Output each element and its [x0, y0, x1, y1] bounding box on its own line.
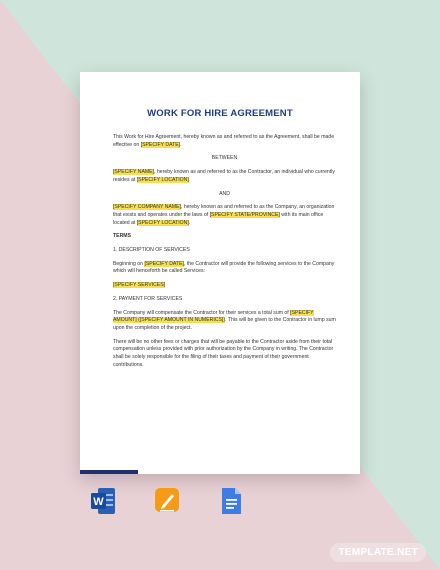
document-title: WORK FOR HIRE AGREEMENT — [147, 108, 293, 119]
between-label: BETWEEN — [211, 155, 238, 162]
format-icons — [90, 486, 244, 518]
google-docs-icon[interactable] — [218, 486, 244, 516]
placeholder-services: [SPECIFY SERVICES] — [113, 282, 166, 289]
section-2-paragraph-1: The Company will compensate the Contractor for their services a total sum of [SPECIFY AMOUNT] ([SPECIFY AMOUNT IN NUMERICS]). This will be given to the Contractor in lump sum upon the completion of the project. — [113, 309, 336, 331]
section-1-services — [113, 282, 336, 290]
placeholder-amount: [SPECIFY AMOUNT] ([SPECIFY AMOUNT IN NUMERICS]) — [113, 309, 314, 324]
section-2-paragraph-2: There will be no other fees or charges that will be payable to the Contractor aside from their total compensation unless provided with prior authorization by the Company in writing. The Contractor shall be solely responsible for the filing of their taxes and payment of their government contributions. — [113, 338, 334, 368]
section-1-paragraph: Beginning on [SPECIFY DATE], the Contractor will provide the following services to the Company which will henceforth be called Services: — [113, 260, 335, 275]
terms-heading: TERMS — [113, 233, 131, 240]
contractor-paragraph: [SPECIFY NAME], hereby known as and referred to as the Contractor, an individual who currently resides at [SPECIFY LOCATION] — [113, 169, 335, 183]
placeholder-location: [SPECIFY LOCATION] — [136, 176, 189, 183]
section-2-title: 2. PAYMENT FOR SERVICES — [113, 295, 183, 302]
placeholder-date: [SPECIFY DATE] — [140, 141, 181, 148]
pages-icon[interactable] — [154, 486, 180, 516]
document-page — [80, 72, 360, 474]
placeholder-state: [SPECIFY STATE/PROVINCE] — [209, 211, 280, 218]
watermark: TEMPLATE.NET — [330, 543, 426, 562]
placeholder-company-name: [SPECIFY COMPANY NAME] — [113, 204, 181, 211]
and-label: AND — [219, 190, 230, 197]
word-icon[interactable] — [90, 486, 116, 516]
document-body — [113, 134, 336, 375]
svg-text:W: W — [93, 496, 104, 508]
placeholder-company-location: [SPECIFY LOCATION] — [136, 219, 189, 226]
section-1-title: 1. DESCRIPTION OF SERVICES — [113, 247, 190, 254]
placeholder-name: [SPECIFY NAME] — [113, 169, 155, 176]
company-paragraph: [SPECIFY COMPANY NAME], hereby known as and referred to as the Company, an organization that exists and operates under the laws of [SPECIFY STATE/PROVINCE] with its main office located at [SPECIFY LOCATION]. — [113, 204, 335, 226]
placeholder-start-date: [SPECIFY DATE] — [144, 260, 184, 267]
intro-paragraph: This Work for Hire Agreement, hereby known as and referred to as the Agreement, shall be made effective on [SPECIFY DATE]. — [113, 134, 335, 148]
footer-accent-bar — [80, 470, 138, 474]
